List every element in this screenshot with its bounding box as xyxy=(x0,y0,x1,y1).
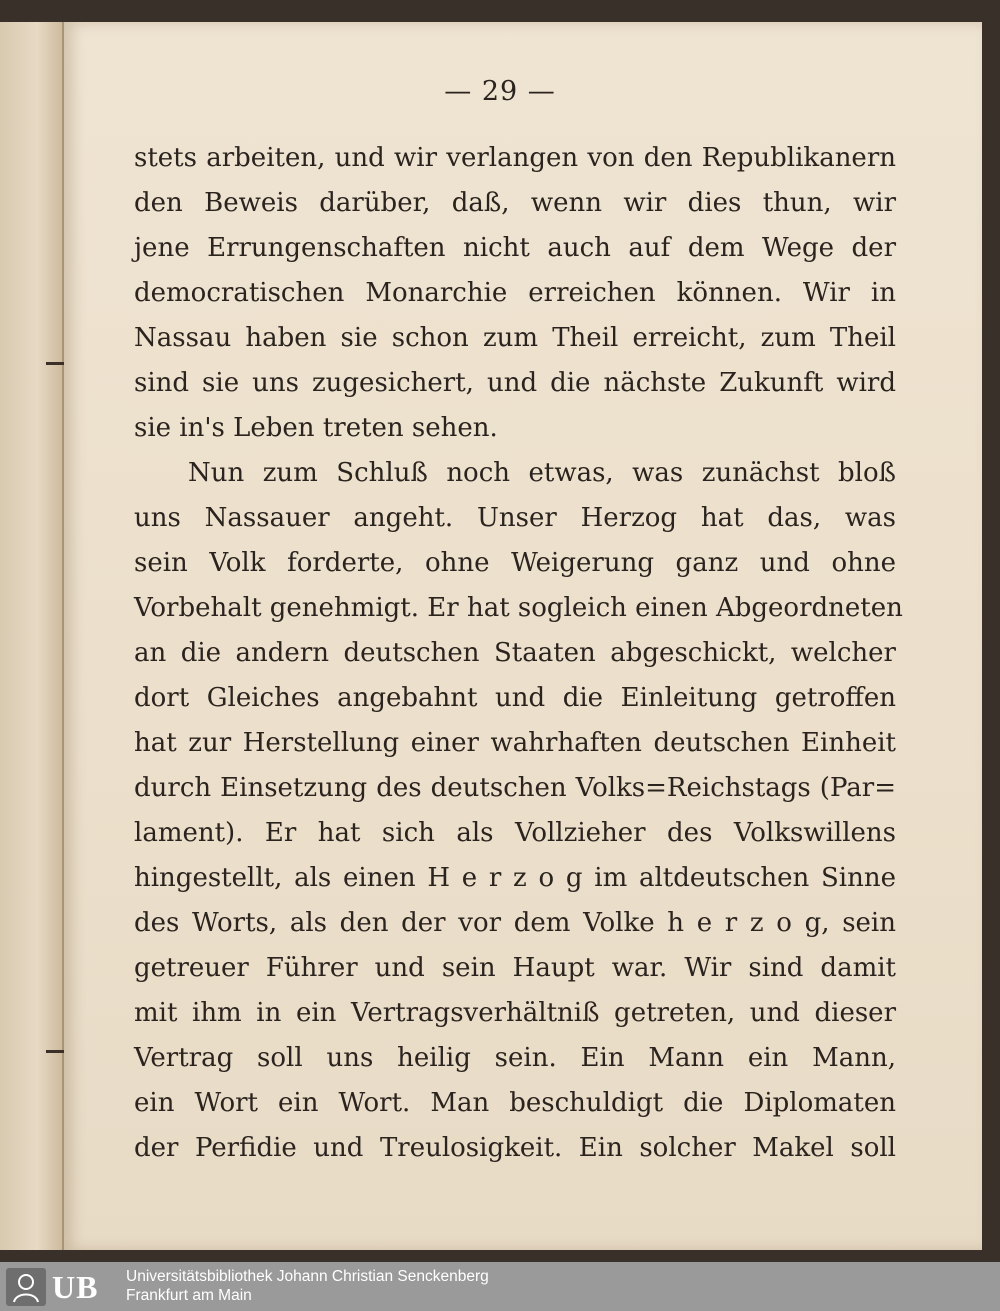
text-line: uns Nassauer angeht. Unser Herzog hat das, was xyxy=(134,503,896,533)
text-line: durch Einsetzung des deutschen Volks=Reichstags (Par= xyxy=(134,773,896,803)
text-line: getreuer Führer und sein Haupt war. Wir sind damit xyxy=(134,953,896,983)
text-line: democratischen Monarchie erreichen können. Wir in xyxy=(134,278,896,308)
text-line: mit ihm in ein Vertragsverhältniß getreten, und dieser xyxy=(134,998,896,1028)
previous-page-edge xyxy=(0,22,64,1250)
library-footer xyxy=(0,1262,1000,1311)
text-line: sein Volk forderte, ohne Weigerung ganz und ohne xyxy=(134,548,896,578)
institution-city: Frankfurt am Main xyxy=(126,1287,252,1304)
text-line: jene Errungenschaften nicht auch auf dem Wege der xyxy=(134,233,896,263)
text-line: der Perfidie und Treulosigkeit. Ein solcher Makel soll xyxy=(134,1133,896,1163)
text-line: sind sie uns zugesichert, und die nächste Zukunft wird xyxy=(134,368,896,398)
binding-mark xyxy=(46,1050,64,1053)
text-line: hat zur Herstellung einer wahrhaften deutschen Einheit xyxy=(134,728,896,758)
footer-caption xyxy=(126,1267,489,1305)
text-line: lament). Er hat sich als Vollzieher des Volkswillens xyxy=(134,818,896,848)
text-line: des Worts, als den der vor dem Volke h e r z o g, sein xyxy=(134,908,896,938)
text-line: dort Gleiches angebahnt und die Einleitung getroffen xyxy=(134,683,896,713)
text-line: sie in's Leben treten sehen. xyxy=(134,413,498,443)
institution-name: Universitätsbibliothek Johann Christian Senckenberg xyxy=(126,1268,489,1285)
text-line: hingestellt, als einen H e r z o g im altdeutschen Sinne xyxy=(134,863,896,893)
logo-text: UB xyxy=(52,1268,99,1305)
page-text xyxy=(134,136,903,1171)
text-line: an die andern deutschen Staaten abgeschickt, welcher xyxy=(134,638,896,668)
library-logo[interactable] xyxy=(6,1268,118,1306)
binding-mark xyxy=(46,362,64,365)
text-line: Vertrag soll uns heilig sein. Ein Mann ein Mann, xyxy=(134,1043,896,1073)
portrait-icon xyxy=(6,1268,46,1306)
text-line: stets arbeiten, und wir verlangen von den Republikanern xyxy=(134,143,896,173)
paragraph-start-line: Nun zum Schluß noch etwas, was zunächst bloß xyxy=(188,458,896,488)
text-line: Nassau haben sie schon zum Theil erreicht, zum Theil xyxy=(134,323,896,353)
text-line: Vorbehalt genehmigt. Er hat sogleich einen Abgeordneten xyxy=(134,593,903,623)
page-number: — 29 — xyxy=(444,76,556,107)
text-line: den Beweis darüber, daß, wenn wir dies thun, wir xyxy=(134,188,896,218)
text-line: ein Wort ein Wort. Man beschuldigt die Diplomaten xyxy=(134,1088,896,1118)
